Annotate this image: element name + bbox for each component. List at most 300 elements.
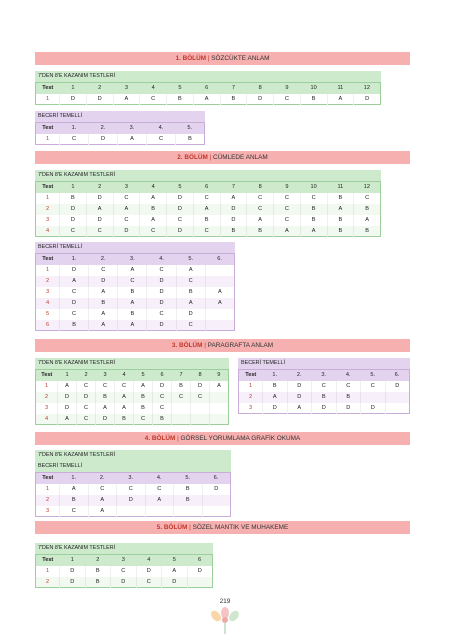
- answer-cell: B: [220, 226, 247, 237]
- answer-cell: A: [247, 215, 274, 226]
- answer-cell: D: [117, 495, 146, 506]
- question-number: 5.: [176, 254, 205, 265]
- table-row: [36, 226, 381, 237]
- answer-cell: D: [136, 566, 162, 577]
- kazanim-title: 7'DEN 8'E KAZANIM TESTLERİ: [35, 71, 381, 82]
- answer-cell: D: [220, 215, 247, 226]
- answer-cell: B: [115, 414, 134, 425]
- answer-cell: A: [210, 381, 229, 392]
- separator: |: [209, 154, 212, 161]
- answer-cell: C: [136, 577, 162, 588]
- question-number: 4.: [145, 473, 174, 484]
- test-number: 6: [36, 320, 60, 331]
- answer-cell: A: [113, 204, 140, 215]
- beceri-table: [35, 253, 235, 331]
- answer-cell: D: [60, 265, 89, 276]
- test-label: Test: [36, 182, 60, 193]
- answer-cell: B: [312, 392, 337, 403]
- answer-cell: A: [88, 495, 117, 506]
- answer-cell: [210, 392, 229, 403]
- question-number: 5: [167, 182, 194, 193]
- test-label: Test: [36, 370, 58, 381]
- answer-cell: A: [287, 403, 312, 414]
- question-number: 5: [134, 370, 153, 381]
- answer-cell: C: [115, 381, 134, 392]
- question-number: 4.: [336, 370, 361, 381]
- answer-cell: C: [77, 414, 96, 425]
- answer-cell: C: [111, 566, 137, 577]
- answer-cell: D: [60, 577, 86, 588]
- question-number: 2.: [89, 254, 118, 265]
- question-number: 5: [162, 555, 188, 566]
- answer-cell: B: [85, 566, 111, 577]
- kazanim-title: 7'DEN 8'E KAZANIM TESTLERİ: [35, 170, 381, 181]
- answer-cell: B: [118, 287, 147, 298]
- answer-cell: C: [77, 403, 96, 414]
- question-number: 8: [247, 83, 274, 94]
- answer-cell: C: [274, 215, 301, 226]
- test-number: 4: [36, 298, 60, 309]
- test-number: 1: [36, 484, 60, 495]
- answer-cell: B: [174, 484, 203, 495]
- question-number: 7: [220, 182, 247, 193]
- answer-cell: A: [96, 403, 115, 414]
- answer-cell: [202, 495, 231, 506]
- answer-cell: C: [247, 193, 274, 204]
- answer-cell: B: [327, 215, 354, 226]
- answer-cell: C: [60, 309, 89, 320]
- answer-cell: C: [300, 193, 327, 204]
- answer-cell: A: [176, 265, 205, 276]
- question-number: 8: [247, 182, 274, 193]
- flower-ornament-icon: [207, 606, 243, 636]
- question-number: 4: [140, 182, 167, 193]
- answer-cell: A: [145, 495, 174, 506]
- test-number: 2: [36, 204, 60, 215]
- answer-cell: C: [140, 94, 167, 105]
- answer-cell: [205, 265, 234, 276]
- test-number: 4: [36, 226, 60, 237]
- answer-cell: A: [118, 298, 147, 309]
- question-number: 5.: [174, 473, 203, 484]
- test-number: 1: [36, 381, 58, 392]
- question-number: 11: [327, 83, 354, 94]
- answer-cell: C: [88, 484, 117, 495]
- question-number: 3.: [117, 473, 146, 484]
- answer-cell: C: [274, 204, 301, 215]
- answer-cell: A: [193, 94, 220, 105]
- kazanim-title: 7'DEN 8'E KAZANIM TESTLERİ: [35, 358, 229, 369]
- table-header-row: [36, 254, 235, 265]
- question-number: 10: [300, 182, 327, 193]
- question-number: 10: [300, 83, 327, 94]
- answer-cell: D: [361, 403, 386, 414]
- separator: |: [204, 342, 206, 349]
- question-number: 5.: [361, 370, 386, 381]
- answer-cell: B: [263, 381, 288, 392]
- answer-cell: A: [113, 94, 140, 105]
- answer-cell: B: [167, 94, 194, 105]
- table-header-row: [36, 555, 213, 566]
- answer-cell: C: [176, 276, 205, 287]
- answer-cell: B: [193, 215, 220, 226]
- question-number: 6: [187, 555, 213, 566]
- answer-cell: A: [140, 193, 167, 204]
- table-row: [36, 392, 229, 403]
- question-number: 2.: [287, 370, 312, 381]
- answer-cell: D: [58, 392, 77, 403]
- test-number: 2: [36, 495, 60, 506]
- answer-cell: D: [336, 403, 361, 414]
- answer-cell: C: [77, 381, 96, 392]
- answer-cell: [202, 506, 231, 517]
- section-number: 4. BÖLÜM: [144, 435, 176, 442]
- answer-cell: A: [118, 265, 147, 276]
- test-number: 3: [36, 215, 60, 226]
- answer-cell: D: [60, 215, 87, 226]
- table-row: [36, 204, 381, 215]
- answer-cell: D: [86, 215, 113, 226]
- answer-cell: C: [167, 215, 194, 226]
- test-number: 1: [36, 134, 60, 145]
- answer-cell: B: [60, 193, 87, 204]
- answer-cell: C: [354, 193, 381, 204]
- answer-cell: A: [327, 204, 354, 215]
- answer-cell: [205, 276, 234, 287]
- section-4-banner: [35, 432, 410, 445]
- beceri-title: BECERİ TEMELLİ: [35, 461, 231, 472]
- answer-cell: [205, 309, 234, 320]
- table-row: [36, 320, 235, 331]
- answer-cell: D: [60, 298, 89, 309]
- question-number: 5.: [176, 123, 205, 134]
- answer-cell: [117, 506, 146, 517]
- question-number: 5: [167, 83, 194, 94]
- kazanim-table: [35, 82, 381, 105]
- kazanim-table: [35, 369, 229, 425]
- answer-cell: D: [86, 193, 113, 204]
- answer-cell: A: [162, 566, 188, 577]
- table-row: [36, 134, 205, 145]
- answer-cell: [187, 577, 213, 588]
- table-header-row: [36, 83, 381, 94]
- section-number: 3. BÖLÜM: [171, 342, 203, 349]
- question-number: 12: [354, 83, 381, 94]
- question-number: 1: [58, 370, 77, 381]
- separator: |: [189, 524, 191, 531]
- table-row: [36, 414, 229, 425]
- table-row: [239, 392, 410, 403]
- question-number: 1.: [263, 370, 288, 381]
- answer-cell: [205, 320, 234, 331]
- test-number: 1: [36, 193, 60, 204]
- table-row: [36, 484, 231, 495]
- separator: |: [207, 55, 210, 62]
- beceri-title: BECERİ TEMELLİ: [35, 242, 235, 253]
- answer-cell: D: [287, 392, 312, 403]
- answer-cell: A: [118, 134, 147, 145]
- question-number: 6.: [205, 254, 234, 265]
- answer-cell: D: [96, 414, 115, 425]
- table-row: [36, 276, 235, 287]
- table-row: [36, 403, 229, 414]
- answer-cell: D: [86, 94, 113, 105]
- table-row: [36, 381, 229, 392]
- answer-cell: C: [361, 381, 386, 392]
- answer-cell: D: [312, 403, 337, 414]
- answer-cell: C: [191, 392, 210, 403]
- page-number: 219: [219, 598, 231, 605]
- answer-cell: C: [86, 226, 113, 237]
- answer-cell: D: [60, 204, 87, 215]
- test-number: 3: [36, 403, 58, 414]
- beceri-table: [35, 472, 231, 517]
- table-row: [36, 265, 235, 276]
- section-title: PARAGRAFTA ANLAM: [207, 342, 274, 349]
- answer-cell: D: [162, 577, 188, 588]
- answer-cell: D: [220, 204, 247, 215]
- answer-cell: B: [60, 495, 89, 506]
- question-number: 4.: [147, 123, 176, 134]
- answer-cell: A: [89, 287, 118, 298]
- answer-cell: A: [115, 403, 134, 414]
- answer-cell: B: [300, 215, 327, 226]
- answer-cell: [210, 403, 229, 414]
- test-number: 4: [36, 414, 58, 425]
- answer-cell: D: [153, 381, 172, 392]
- answer-cell: B: [300, 94, 327, 105]
- question-number: 1: [60, 182, 87, 193]
- question-number: 4: [115, 370, 134, 381]
- question-number: 2.: [88, 473, 117, 484]
- answer-cell: B: [118, 309, 147, 320]
- answer-cell: [172, 414, 191, 425]
- section-2-banner: [35, 151, 410, 164]
- answer-cell: C: [118, 276, 147, 287]
- kazanim-title: 7'DEN 8'E KAZANIM TESTLERİ: [35, 543, 213, 554]
- beceri-title: BECERİ TEMELLİ: [35, 111, 205, 122]
- answer-cell: B: [89, 298, 118, 309]
- table-row: [36, 287, 235, 298]
- section-1-banner: [35, 52, 410, 65]
- section-title: SÖZEL MANTIK VE MUHAKEME: [192, 524, 289, 531]
- answer-cell: A: [220, 193, 247, 204]
- answer-cell: B: [134, 392, 153, 403]
- answer-cell: B: [354, 226, 381, 237]
- question-number: 4: [140, 83, 167, 94]
- question-number: 2: [86, 182, 113, 193]
- section-number: 2. BÖLÜM: [177, 154, 208, 161]
- table-row: [36, 193, 381, 204]
- section-title: CÜMLEDE ANLAM: [213, 154, 268, 161]
- answer-cell: C: [60, 134, 89, 145]
- test-label: Test: [36, 254, 60, 265]
- answer-cell: B: [327, 193, 354, 204]
- question-number: 7: [220, 83, 247, 94]
- answer-cell: C: [145, 484, 174, 495]
- question-number: 1.: [60, 123, 89, 134]
- answer-cell: A: [300, 226, 327, 237]
- answer-cell: D: [354, 94, 381, 105]
- answer-cell: A: [58, 414, 77, 425]
- answer-cell: C: [96, 381, 115, 392]
- question-number: 2: [77, 370, 96, 381]
- answer-cell: A: [118, 320, 147, 331]
- kazanim-title: 7'DEN 8'E KAZANIM TESTLERİ: [35, 450, 231, 461]
- answer-cell: C: [153, 403, 172, 414]
- answer-cell: B: [85, 577, 111, 588]
- answer-cell: D: [147, 287, 176, 298]
- answer-cell: D: [60, 566, 86, 577]
- answer-cell: B: [247, 226, 274, 237]
- question-number: 6: [193, 83, 220, 94]
- question-number: 11: [327, 182, 354, 193]
- question-number: 7: [172, 370, 191, 381]
- test-label: Test: [36, 473, 60, 484]
- beceri-table: [238, 369, 410, 414]
- answer-cell: C: [336, 381, 361, 392]
- answer-cell: B: [176, 134, 205, 145]
- question-number: 4: [136, 555, 162, 566]
- question-number: 2: [85, 555, 111, 566]
- table-row: [36, 495, 231, 506]
- question-number: 3: [111, 555, 137, 566]
- table-row: [239, 381, 410, 392]
- answer-cell: A: [60, 484, 89, 495]
- answer-cell: B: [336, 392, 361, 403]
- table-row: [36, 506, 231, 517]
- answer-cell: C: [89, 265, 118, 276]
- answer-cell: C: [113, 193, 140, 204]
- answer-cell: A: [193, 204, 220, 215]
- answer-cell: D: [147, 298, 176, 309]
- answer-cell: A: [89, 309, 118, 320]
- answer-cell: B: [300, 204, 327, 215]
- answer-cell: B: [176, 287, 205, 298]
- answer-cell: B: [60, 320, 89, 331]
- section-3-banner: [35, 339, 410, 352]
- answer-cell: C: [60, 287, 89, 298]
- answer-cell: C: [193, 193, 220, 204]
- beceri-title: BECERİ TEMELLİ: [238, 358, 410, 369]
- table-row: [36, 566, 213, 577]
- answer-cell: B: [140, 204, 167, 215]
- question-number: 9: [210, 370, 229, 381]
- answer-cell: C: [60, 506, 89, 517]
- answer-cell: A: [327, 94, 354, 105]
- test-number: 5: [36, 309, 60, 320]
- test-number: 3: [239, 403, 263, 414]
- answer-cell: B: [96, 392, 115, 403]
- answer-cell: C: [247, 204, 274, 215]
- answer-cell: B: [220, 94, 247, 105]
- question-number: 4.: [147, 254, 176, 265]
- separator: |: [177, 435, 179, 442]
- answer-cell: A: [205, 287, 234, 298]
- table-row: [36, 309, 235, 320]
- test-number: 3: [36, 287, 60, 298]
- answer-cell: C: [153, 392, 172, 403]
- question-number: 8: [191, 370, 210, 381]
- section-number: 1. BÖLÜM: [175, 55, 207, 62]
- table-row: [36, 298, 235, 309]
- answer-cell: A: [274, 226, 301, 237]
- answer-cell: [385, 403, 410, 414]
- section-5-banner: [35, 521, 410, 534]
- answer-cell: B: [327, 226, 354, 237]
- section-title: GÖRSEL YORUMLAMA GRAFİK OKUMA: [180, 435, 301, 442]
- test-label: Test: [36, 123, 60, 134]
- answer-cell: [361, 392, 386, 403]
- question-number: 1: [60, 83, 87, 94]
- answer-cell: B: [172, 381, 191, 392]
- answer-cell: A: [60, 276, 89, 287]
- answer-cell: [174, 506, 203, 517]
- test-number: 2: [36, 577, 60, 588]
- answer-cell: C: [147, 134, 176, 145]
- table-row: [36, 94, 381, 105]
- answer-cell: A: [263, 392, 288, 403]
- answer-cell: [172, 403, 191, 414]
- answer-cell: A: [88, 506, 117, 517]
- table-row: [36, 215, 381, 226]
- answer-cell: D: [176, 309, 205, 320]
- question-number: 1.: [60, 254, 89, 265]
- question-number: 9: [274, 182, 301, 193]
- answer-cell: A: [176, 298, 205, 309]
- answer-cell: C: [274, 94, 301, 105]
- answer-cell: D: [247, 94, 274, 105]
- answer-cell: C: [60, 226, 87, 237]
- answer-cell: C: [147, 309, 176, 320]
- answer-cell: C: [117, 484, 146, 495]
- test-number: 1: [36, 566, 60, 577]
- answer-cell: [191, 414, 210, 425]
- question-number: 3: [96, 370, 115, 381]
- answer-cell: D: [89, 134, 118, 145]
- answer-cell: D: [113, 226, 140, 237]
- test-number: 1: [36, 265, 60, 276]
- answer-cell: [145, 506, 174, 517]
- table-header-row: [36, 123, 205, 134]
- test-number: 1: [239, 381, 263, 392]
- test-number: 2: [36, 392, 58, 403]
- question-number: 3: [113, 83, 140, 94]
- section-number: 5. BÖLÜM: [156, 524, 188, 531]
- question-number: 3.: [118, 254, 147, 265]
- test-number: 2: [36, 276, 60, 287]
- answer-cell: [385, 392, 410, 403]
- answer-cell: D: [167, 204, 194, 215]
- answer-cell: A: [86, 204, 113, 215]
- table-header-row: [239, 370, 410, 381]
- answer-cell: B: [174, 495, 203, 506]
- answer-cell: [191, 403, 210, 414]
- answer-cell: C: [176, 320, 205, 331]
- test-label: Test: [36, 83, 60, 94]
- answer-cell: D: [263, 403, 288, 414]
- test-number: 1: [36, 94, 60, 105]
- answer-cell: B: [134, 403, 153, 414]
- answer-cell: D: [385, 381, 410, 392]
- answer-cell: C: [312, 381, 337, 392]
- answer-cell: D: [202, 484, 231, 495]
- answer-cell: C: [172, 392, 191, 403]
- test-number: 2: [239, 392, 263, 403]
- question-number: 6.: [202, 473, 231, 484]
- question-number: 2: [86, 83, 113, 94]
- question-number: 6: [193, 182, 220, 193]
